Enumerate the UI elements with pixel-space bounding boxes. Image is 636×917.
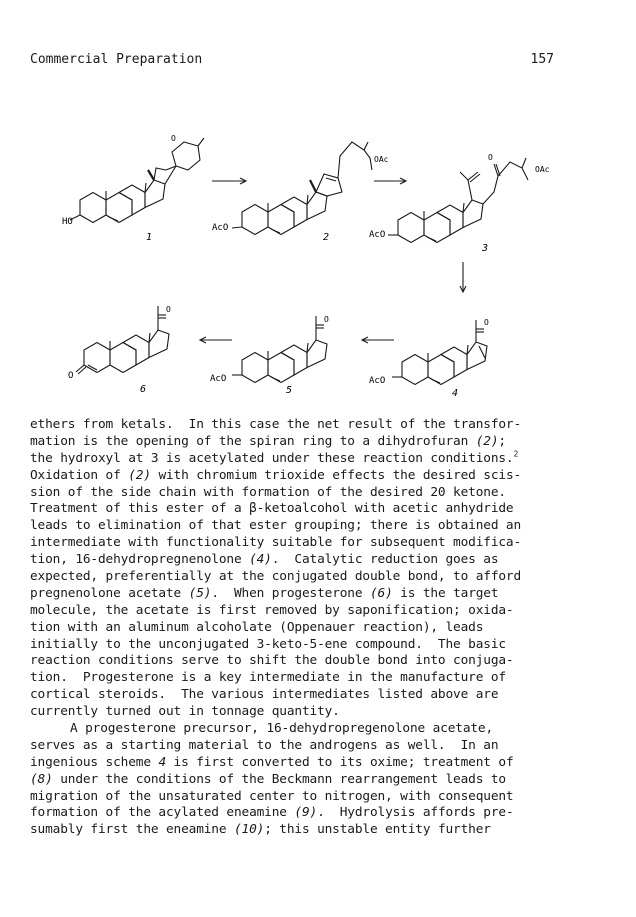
text-line <box>30 552 554 569</box>
oac-label-2: OAc <box>374 155 389 164</box>
text-line <box>30 468 554 485</box>
text-run: pregnenolone acetate <box>30 585 189 601</box>
compound-6-structure <box>76 306 169 374</box>
compound-3-number: 3 <box>482 243 489 254</box>
compound-6-number: 6 <box>140 384 147 395</box>
text-run: . When progesterone <box>211 585 370 601</box>
text-run: is the target <box>392 585 499 601</box>
compound-3-structure <box>388 158 528 243</box>
text-run: is first converted to its oxime; treatment of <box>166 754 514 770</box>
text-line <box>30 586 554 603</box>
text-line <box>30 822 554 839</box>
keto-label-6: O <box>166 305 171 314</box>
arrow-1-to-2 <box>212 178 246 184</box>
text-line <box>30 805 554 822</box>
ho-label: HO <box>62 217 73 227</box>
text-run: expected, preferentially at the conjugated double bond, to afford <box>30 569 522 585</box>
compound-2-structure <box>232 142 372 235</box>
text-run: sumably first the eneamine <box>30 822 234 838</box>
text-run: molecule, the acetate is first removed by saponification; oxida- <box>30 602 514 618</box>
ester-oxygen-label: O <box>488 153 493 162</box>
text-run: formation of the acylated eneamine <box>30 805 295 821</box>
text-run: cortical steroids. The various intermediates listed above are <box>30 687 499 703</box>
text-run: serves as a starting material to the androgens as well. In an <box>30 737 499 753</box>
text-run: ; this unstable entity further <box>264 822 491 838</box>
text-run: migration of the unsaturated center to nitrogen, with consequent <box>30 788 514 804</box>
text-line <box>30 451 554 468</box>
text-run: . Catalytic reduction goes as <box>271 552 499 568</box>
arrow-5-to-6 <box>200 337 232 343</box>
text-run: under the conditions of the Beckmann rearrangement leads to <box>52 771 506 787</box>
aco-label-5: AcO <box>210 374 227 384</box>
text-run: currently turned out in tonnage quantity. <box>30 704 340 720</box>
compound-reference: (8) <box>30 771 53 787</box>
oac-label-3: OAc <box>535 165 550 174</box>
compound-reference: (10) <box>233 822 265 838</box>
text-run: sion of the side chain with formation of the desired 20 ketone. <box>30 484 506 500</box>
compound-4-structure <box>392 320 487 385</box>
text-run: the hydroxyl at 3 is acetylated under these reaction conditions. <box>30 450 514 466</box>
text-run: ; <box>498 433 506 449</box>
compound-5-number: 5 <box>286 385 293 396</box>
text-line <box>30 485 554 502</box>
text-run: tion. Progesterone is a key intermediate in the manufacture of <box>30 670 506 686</box>
reaction-scheme <box>0 0 636 420</box>
text-line <box>30 789 554 806</box>
text-run: reaction conditions serve to shift the double bond into conjuga- <box>30 653 514 669</box>
text-line <box>30 721 554 738</box>
text-run: initially to the unconjugated 3-keto-5-ene compound. The basic <box>30 636 506 652</box>
text-run: tion with an aluminum alcoholate (Oppenauer reaction), leads <box>30 619 484 635</box>
compound-reference: (9) <box>294 805 318 821</box>
text-line <box>30 670 554 687</box>
text-line <box>30 535 554 552</box>
aco-label-2: AcO <box>212 223 229 233</box>
aco-label-3: AcO <box>369 230 386 240</box>
text-run: A progesterone precursor, 16-dehydropregenolone acetate, <box>70 721 494 737</box>
text-run: ingenious scheme <box>30 754 159 770</box>
text-line <box>30 704 554 721</box>
text-line <box>30 569 554 586</box>
arrow-4-to-5 <box>362 337 394 343</box>
compound-5-structure <box>232 316 327 383</box>
body-text <box>30 417 554 839</box>
compound-2-number: 2 <box>323 232 330 243</box>
text-line <box>30 620 554 637</box>
text-line <box>30 738 554 755</box>
running-head-title: Commercial Preparation <box>30 52 203 67</box>
text-line <box>30 772 554 789</box>
compound-reference: (6) <box>369 585 393 601</box>
aco-label-4: AcO <box>369 376 386 386</box>
compound-reference: (4) <box>249 552 272 568</box>
text-run: tion, 16-dehydropregnenolone <box>30 552 250 568</box>
text-line <box>30 501 554 518</box>
compound-reference: (2) <box>128 467 151 483</box>
footnote-marker: 2 <box>513 449 519 459</box>
compound-4-number: 4 <box>452 388 459 399</box>
compound-reference: 4 <box>158 754 166 770</box>
ring-oxygen-label: O <box>171 134 176 143</box>
text-run: mation is the opening of the spiran ring to a dihydrofuran <box>30 433 476 449</box>
keto-label-4: O <box>484 318 489 327</box>
text-run: . Hydrolysis affords pre- <box>317 805 514 821</box>
text-line <box>30 434 554 451</box>
text-line <box>30 755 554 772</box>
page-number: 157 <box>530 52 554 67</box>
text-line <box>30 518 554 535</box>
arrow-3-to-4 <box>460 262 466 292</box>
text-line <box>30 417 554 434</box>
text-line <box>30 687 554 704</box>
compound-reference: (2) <box>475 433 499 449</box>
text-run: with chromium trioxide effects the desired scis- <box>150 467 522 483</box>
text-line <box>30 603 554 620</box>
text-run: Treatment of this ester of a β-ketoalcohol with acetic anhydride <box>30 501 514 517</box>
keto-label-5: O <box>324 315 329 324</box>
text-line <box>30 637 554 654</box>
text-run: Oxidation of <box>30 467 129 483</box>
compound-reference: (5) <box>188 585 212 601</box>
arrow-2-to-3 <box>374 178 406 184</box>
text-run: leads to elimination of that ester grouping; there is obtained an <box>30 518 522 534</box>
oxo-label-6: O <box>68 371 74 381</box>
text-run: intermediate with functionality suitable for subsequent modifica- <box>30 535 522 551</box>
text-run: ethers from ketals. In this case the net result of the transfor- <box>30 417 522 432</box>
text-line <box>30 653 554 670</box>
compound-1-structure <box>70 138 204 223</box>
compound-1-number: 1 <box>146 232 153 243</box>
